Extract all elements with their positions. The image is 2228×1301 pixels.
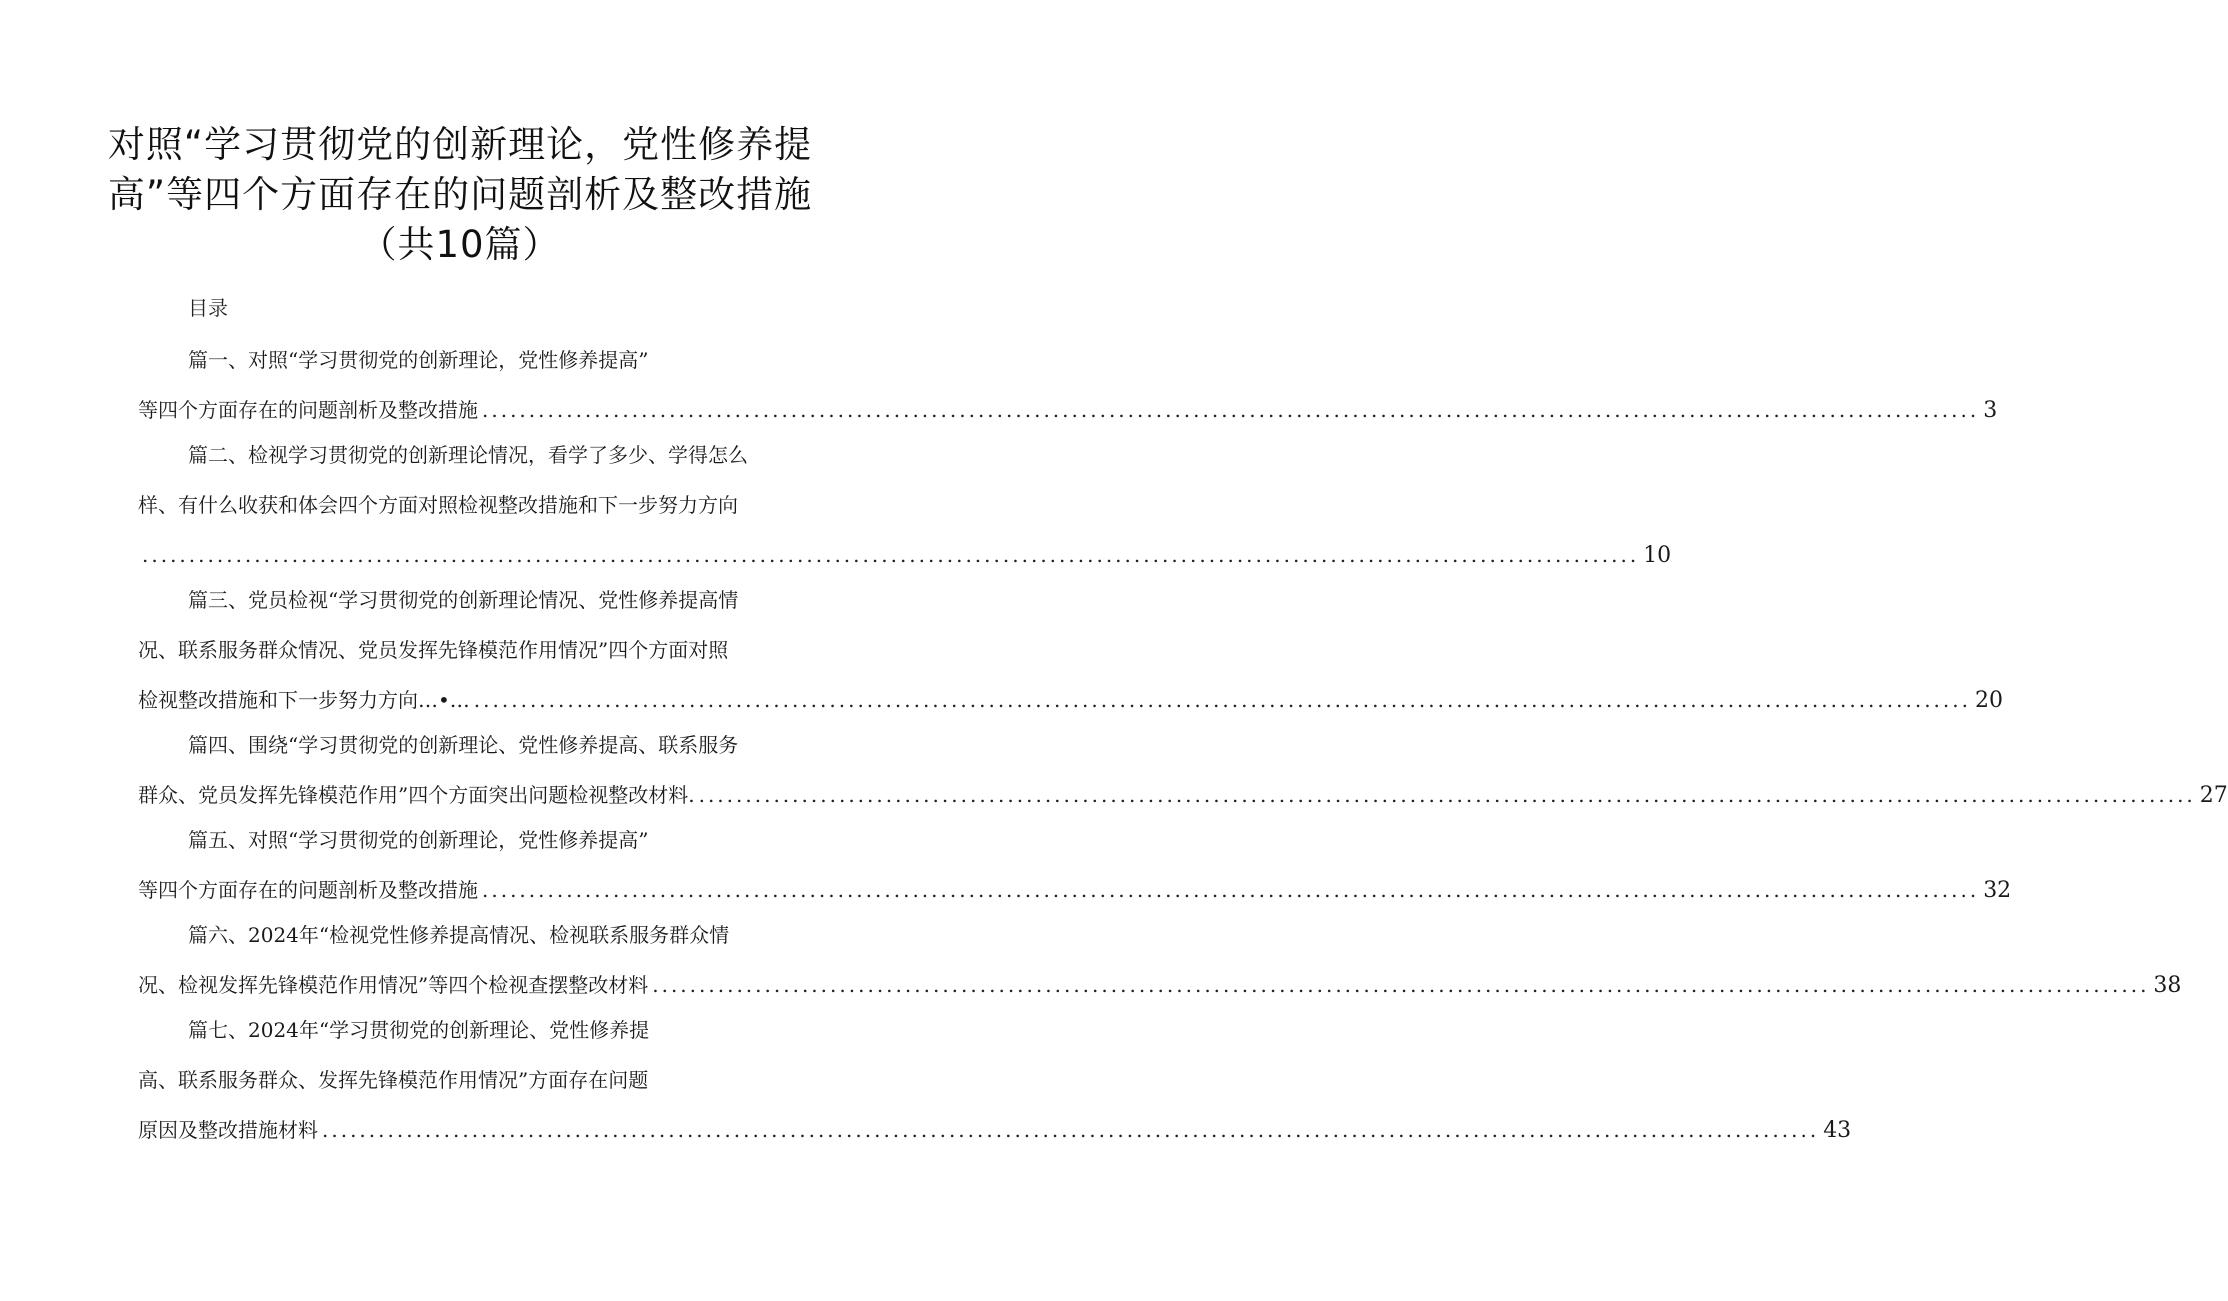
toc-entry-4-last-line xyxy=(138,780,2228,810)
toc-entry-7-line-2: 高、联系服务群众、发挥先锋模范作用情况”方面存在问题 xyxy=(138,1068,649,1092)
toc-entry-2-last-line xyxy=(138,540,1672,570)
toc-entry-1-line-1: 篇一、对照“学习贯彻党的创新理论，党性修养提高” xyxy=(188,348,649,372)
toc-entry-4-line-1: 篇四、围绕“学习贯彻党的创新理论、党性修养提高、联系服务 xyxy=(188,733,739,757)
toc-entry-1-last-line xyxy=(138,395,1998,425)
toc-page-number: 3 xyxy=(1983,398,1998,423)
toc-entry-5-last-line xyxy=(138,875,2012,905)
toc-entry-text: 原因及整改措施材料 xyxy=(138,1118,318,1142)
toc-entry-2-line-1: 篇二、检视学习贯彻党的创新理论情况，看学了多少、学得怎么 xyxy=(188,443,748,467)
toc-page-number: 27 xyxy=(2199,783,2228,808)
toc-leader-dots: ................................................................................................................................................................ xyxy=(698,783,2196,807)
title-line-2: 高”等四个方面存在的问题剖析及整改措施 xyxy=(107,173,813,216)
toc-entry-text: 况、检视发挥先锋模范作用情况”等四个检视查摆整改材料 xyxy=(138,973,649,997)
toc-page-number: 20 xyxy=(1974,688,2003,713)
toc-entry-text: 等四个方面存在的问题剖析及整改措施 xyxy=(138,878,478,902)
toc-leader-dots: ................................................................................................................................................................ xyxy=(482,878,1980,902)
toc-entry-5-line-1: 篇五、对照“学习贯彻党的创新理论，党性修养提高” xyxy=(188,828,649,852)
toc-entry-text: 群众、党员发挥先锋模范作用”四个方面突出问题检视整改材料. xyxy=(138,783,695,807)
toc-entry-3-last-line xyxy=(138,685,2003,715)
document-title xyxy=(100,120,820,270)
toc-leader-dots: ................................................................................................................................................................ xyxy=(473,688,1971,712)
toc-page-number: 43 xyxy=(1823,1118,1852,1143)
toc-entry-text: 等四个方面存在的问题剖析及整改措施 xyxy=(138,398,478,422)
toc-leader-dots: ................................................................................................................................................................ xyxy=(482,398,1980,422)
toc-entry-3-line-2: 况、联系服务群众情况、党员发挥先锋模范作用情况”四个方面对照 xyxy=(138,638,729,662)
title-line-1: 对照“学习贯彻党的创新理论，党性修养提 xyxy=(107,123,813,166)
title-line-3: （共10篇） xyxy=(359,223,561,266)
toc-entry-7-last-line xyxy=(138,1115,1852,1145)
toc-heading: 目录 xyxy=(188,296,228,320)
toc-page-number: 10 xyxy=(1643,543,1672,568)
toc-page-number: 38 xyxy=(2153,973,2182,998)
toc-entry-6-line-1: 篇六、2024年“检视党性修养提高情况、检视联系服务群众情 xyxy=(188,923,730,947)
toc-leader-dots: ................................................................................................................................................................ xyxy=(142,543,1640,567)
toc-page-number: 32 xyxy=(1983,878,2012,903)
toc-leader-dots: ................................................................................................................................................................ xyxy=(322,1118,1820,1142)
toc-leader-dots: ................................................................................................................................................................ xyxy=(652,973,2150,997)
toc-entry-6-last-line xyxy=(138,970,2182,1000)
toc-entry-2-line-2: 样、有什么收获和体会四个方面对照检视整改措施和下一步努力方向 xyxy=(138,493,738,517)
toc-entry-text: 检视整改措施和下一步努力方向…•… xyxy=(138,688,470,712)
toc-entry-3-line-1: 篇三、党员检视“学习贯彻党的创新理论情况、党性修养提高情 xyxy=(188,588,739,612)
toc-entry-7-line-1: 篇七、2024年“学习贯彻党的创新理论、党性修养提 xyxy=(188,1018,650,1042)
